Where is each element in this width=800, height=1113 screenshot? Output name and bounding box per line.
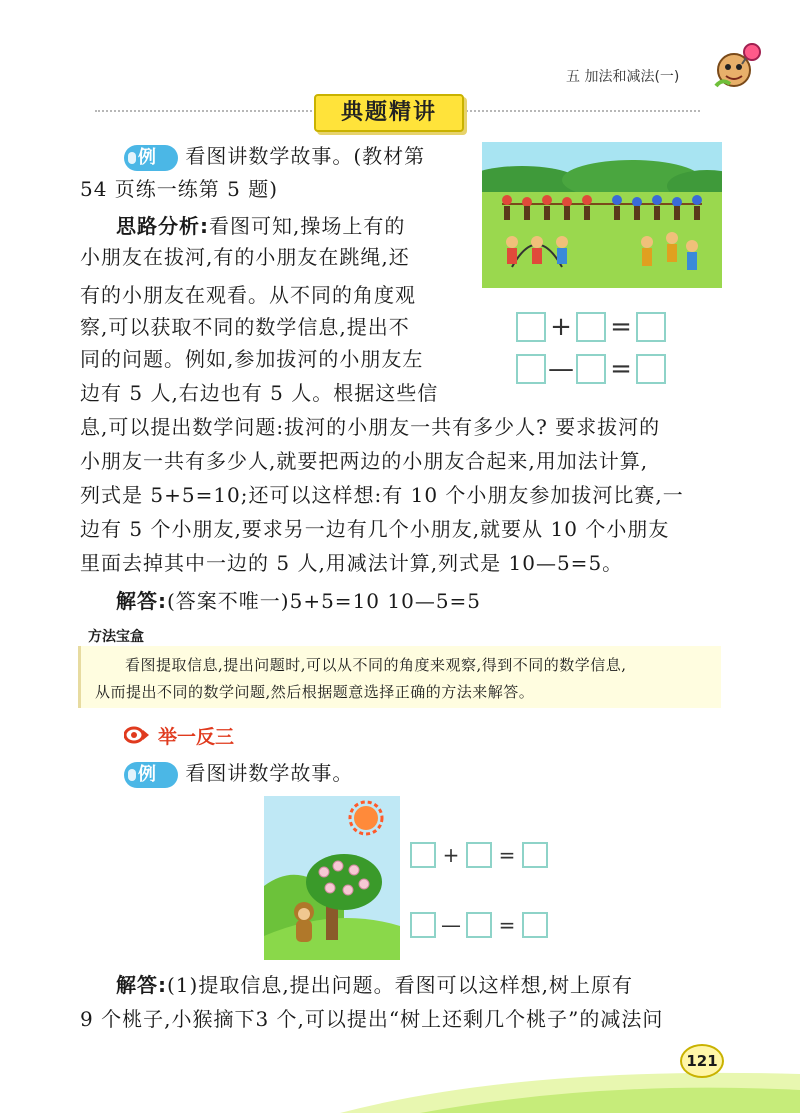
analysis-line: 里面去掉其中一边的 5 人,用减法计算,列式是 10—5=5。 bbox=[80, 551, 624, 575]
practice-heading: 举一反三 bbox=[158, 726, 235, 748]
answer-box[interactable] bbox=[466, 912, 492, 938]
analysis-first-line bbox=[116, 211, 405, 242]
analysis-line: 小朋友一共有多少人,就要把两边的小朋友合起来,用加法计算, bbox=[80, 449, 649, 473]
tug-of-war-illustration bbox=[482, 142, 722, 288]
answer-box[interactable] bbox=[522, 842, 548, 868]
analysis-line: 列式是 5+5=10;还可以这样想:有 10 个小朋友参加拔河比赛,一 bbox=[80, 483, 684, 507]
monkey-peach-tree-illustration bbox=[264, 796, 400, 960]
mascot-icon bbox=[712, 42, 764, 90]
example1-question-line1: 看图讲数学故事。(教材第 bbox=[185, 144, 426, 168]
analysis-line: 有的小朋友在观看。从不同的角度观 bbox=[80, 283, 416, 307]
subtraction-equation bbox=[516, 354, 666, 390]
answer-box[interactable] bbox=[516, 312, 546, 342]
answer-box[interactable] bbox=[636, 312, 666, 342]
answer-box[interactable] bbox=[516, 354, 546, 384]
page-number: 121 bbox=[680, 1044, 724, 1078]
analysis-label: 思路分析: bbox=[116, 214, 209, 238]
practice-question bbox=[124, 758, 353, 789]
subtraction-equation bbox=[410, 912, 548, 948]
analysis-line: 边有 5 人,右边也有 5 人。根据这些信 bbox=[80, 381, 439, 405]
answer-box[interactable] bbox=[466, 842, 492, 868]
analysis-line: 息,可以提出数学问题:拔河的小朋友一共有多少人? 要求拔河的 bbox=[80, 415, 661, 439]
analysis-line: 边有 5 个小朋友,要求另一边有几个小朋友,就要从 10 个小朋友 bbox=[80, 517, 670, 541]
minus-sign: — bbox=[548, 354, 574, 384]
practice-question-text: 看图讲数学故事。 bbox=[185, 761, 354, 785]
analysis-line: 小朋友在拔河,有的小朋友在跳绳,还 bbox=[80, 245, 410, 269]
equals-sign: = bbox=[498, 843, 516, 867]
answer-box[interactable] bbox=[576, 312, 606, 342]
example1-question-line2: 54 页练一练第 5 题) bbox=[80, 177, 279, 201]
method-line: 看图提取信息,提出问题时,可以从不同的角度来观察,得到不同的数学信息, bbox=[125, 656, 627, 674]
practice-answer-line2: 9 个桃子,小猴摘下3 个,可以提出“树上还剩几个桃子”的减法问 bbox=[80, 1007, 664, 1031]
answer-box[interactable] bbox=[410, 842, 436, 868]
answer-box[interactable] bbox=[576, 354, 606, 384]
answer-box[interactable] bbox=[410, 912, 436, 938]
example-tag: 例 bbox=[124, 145, 178, 171]
example-tag: 例 bbox=[124, 762, 178, 788]
analysis-line: 察,可以获取不同的数学信息,提出不 bbox=[80, 315, 410, 339]
chapter-header: 五 加法和减法(一) bbox=[566, 69, 680, 85]
equals-sign: = bbox=[610, 312, 632, 342]
section-banner bbox=[314, 94, 464, 132]
analysis-text: 看图可知,操场上有的 bbox=[209, 214, 406, 238]
equals-sign: = bbox=[610, 354, 632, 384]
practice-answer-text: (1)提取信息,提出问题。看图可以这样想,树上原有 bbox=[167, 973, 634, 997]
minus-sign: — bbox=[441, 913, 461, 937]
example1-question bbox=[124, 141, 425, 172]
answer-label: 解答: bbox=[116, 973, 167, 997]
answer-line bbox=[116, 586, 481, 617]
answer-text: (答案不唯一)5+5=10 10—5=5 bbox=[167, 589, 482, 613]
plus-sign: + bbox=[550, 312, 572, 342]
answer-box[interactable] bbox=[636, 354, 666, 384]
method-box bbox=[78, 646, 721, 708]
addition-equation bbox=[410, 842, 548, 878]
analysis-line: 同的问题。例如,参加拔河的小朋友左 bbox=[80, 347, 424, 371]
eye-arrow-icon bbox=[124, 726, 150, 744]
method-line: 从而提出不同的数学问题,然后根据题意选择正确的方法来解答。 bbox=[95, 683, 535, 701]
plus-sign: + bbox=[442, 843, 460, 867]
answer-label: 解答: bbox=[116, 589, 167, 613]
method-box-label: 方法宝盒 bbox=[88, 629, 144, 645]
equals-sign: = bbox=[498, 913, 516, 937]
answer-box[interactable] bbox=[522, 912, 548, 938]
addition-equation bbox=[516, 312, 666, 348]
section-title: 典题精讲 bbox=[340, 100, 437, 125]
practice-answer-line1 bbox=[116, 970, 633, 1001]
